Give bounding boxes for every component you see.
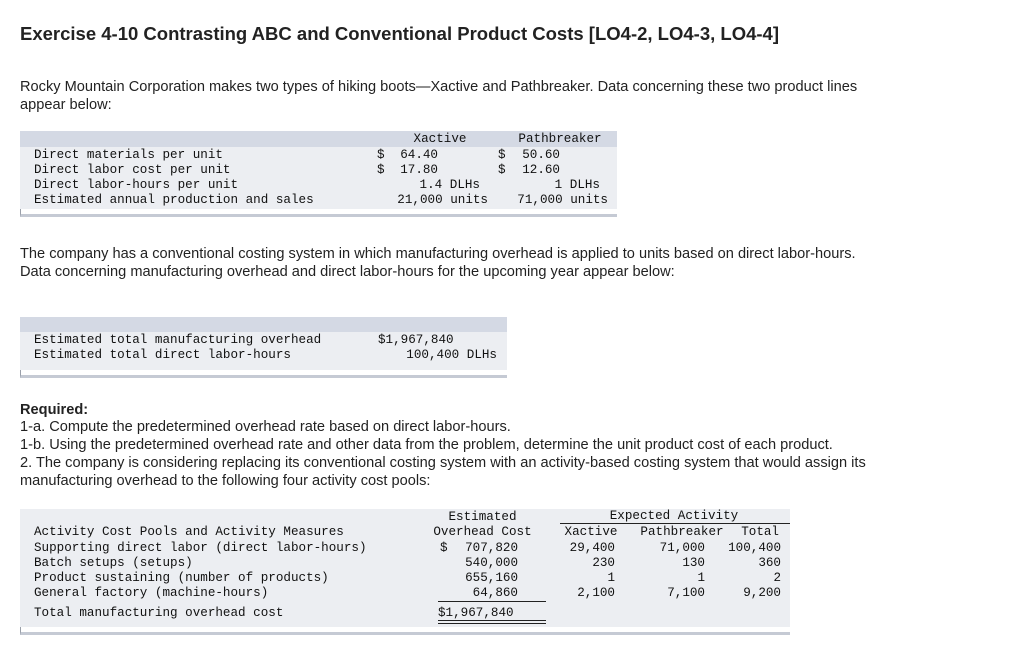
pathbreaker-value: 50.60 <box>522 148 560 162</box>
xactive-activity: 29,400 <box>569 541 615 555</box>
xactive-value: 17.80 <box>400 163 438 177</box>
row-value: $1,967,840 <box>378 333 454 347</box>
xactive-value: 64.40 <box>400 148 438 162</box>
pool-label: Batch setups (setups) <box>34 556 193 570</box>
table3-footer <box>20 627 790 635</box>
overhead-cost-value: 655,160 <box>465 571 518 585</box>
row-label: Direct labor-hours per unit <box>34 178 239 192</box>
col-xactive-header: Xactive <box>413 132 467 146</box>
total-label: Total manufacturing overhead cost <box>34 606 284 620</box>
overhead-cost-header: Overhead Cost <box>433 525 532 539</box>
paragraph-2-line-2: Data concerning manufacturing overhead and direct labor-hours for the upcoming year appear below: <box>20 264 675 280</box>
currency-symbol: $ <box>377 148 385 162</box>
pool-label: General factory (machine-hours) <box>34 586 269 600</box>
intro-line-1: Rocky Mountain Corporation makes two types of hiking boots—Xactive and Pathbreaker. Data concerning these two product lines <box>20 79 858 95</box>
pathbreaker-activity: 7,100 <box>667 586 705 600</box>
table1-footer <box>20 209 617 217</box>
subtotal-rule <box>438 601 546 602</box>
xactive-value: 21,000 units <box>397 193 488 207</box>
estimated-header: Estimated <box>448 510 517 524</box>
total-activity: 360 <box>758 556 781 570</box>
total-double-rule <box>438 620 546 624</box>
xactive-value: 1.4 DLHs <box>419 178 480 192</box>
overhead-cost-value: 707,820 <box>465 541 518 555</box>
xactive-activity: 2,100 <box>577 586 615 600</box>
intro-line-2: appear below: <box>20 97 112 113</box>
pathbreaker-activity: 130 <box>682 556 705 570</box>
pool-label: Product sustaining (number of products) <box>34 571 329 585</box>
total-activity: 100,400 <box>728 541 781 555</box>
col-pathbreaker-header: Pathbreaker <box>640 525 724 539</box>
pathbreaker-value: 12.60 <box>522 163 560 177</box>
page-title: Exercise 4-10 Contrasting ABC and Conventional Product Costs [LO4-2, LO4-3, LO4-4] <box>20 23 779 44</box>
table2-footer <box>20 370 507 378</box>
row-label: Estimated total manufacturing overhead <box>34 333 322 347</box>
currency-symbol: $ <box>440 541 448 555</box>
xactive-activity: 230 <box>592 556 615 570</box>
currency-symbol: $ <box>498 163 506 177</box>
col-xactive-header: Xactive <box>564 525 618 539</box>
table2-header-band <box>20 317 507 332</box>
required-1a: 1-a. Compute the predetermined overhead rate based on direct labor-hours. <box>20 419 511 435</box>
total-activity: 2 <box>773 571 781 585</box>
pathbreaker-activity: 71,000 <box>659 541 705 555</box>
col-total-header: Total <box>741 525 779 539</box>
total-activity: 9,200 <box>743 586 781 600</box>
pools-header: Activity Cost Pools and Activity Measures <box>34 525 344 539</box>
total-value: $1,967,840 <box>438 606 514 620</box>
pathbreaker-value: 1 DLHs <box>554 178 600 192</box>
required-2-cont: manufacturing overhead to the following four activity cost pools: <box>20 473 431 489</box>
row-label: Direct materials per unit <box>34 148 223 162</box>
currency-symbol: $ <box>498 148 506 162</box>
row-label: Estimated total direct labor-hours <box>34 348 291 362</box>
pool-label: Supporting direct labor (direct labor-hours) <box>34 541 367 555</box>
xactive-activity: 1 <box>607 571 615 585</box>
overhead-cost-value: 540,000 <box>465 556 518 570</box>
paragraph-2-line-1: The company has a conventional costing system in which manufacturing overhead is applied to units based on direct labor-hours. <box>20 246 856 262</box>
row-label: Estimated annual production and sales <box>34 193 314 207</box>
row-label: Direct labor cost per unit <box>34 163 231 177</box>
row-value: 100,400 DLHs <box>406 348 497 362</box>
pathbreaker-value: 71,000 units <box>517 193 608 207</box>
col-pathbreaker-header: Pathbreaker <box>518 132 602 146</box>
required-2: 2. The company is considering replacing its conventional costing system with an activity-based costing system that would assign its <box>20 455 866 471</box>
expected-activity-underline <box>560 523 790 524</box>
required-1b: 1-b. Using the predetermined overhead rate and other data from the problem, determine the unit product cost of each product. <box>20 437 833 453</box>
overhead-cost-value: 64,860 <box>472 586 518 600</box>
expected-activity-header: Expected Activity <box>609 509 739 523</box>
currency-symbol: $ <box>377 163 385 177</box>
required-heading: Required: <box>20 402 89 418</box>
pathbreaker-activity: 1 <box>697 571 705 585</box>
